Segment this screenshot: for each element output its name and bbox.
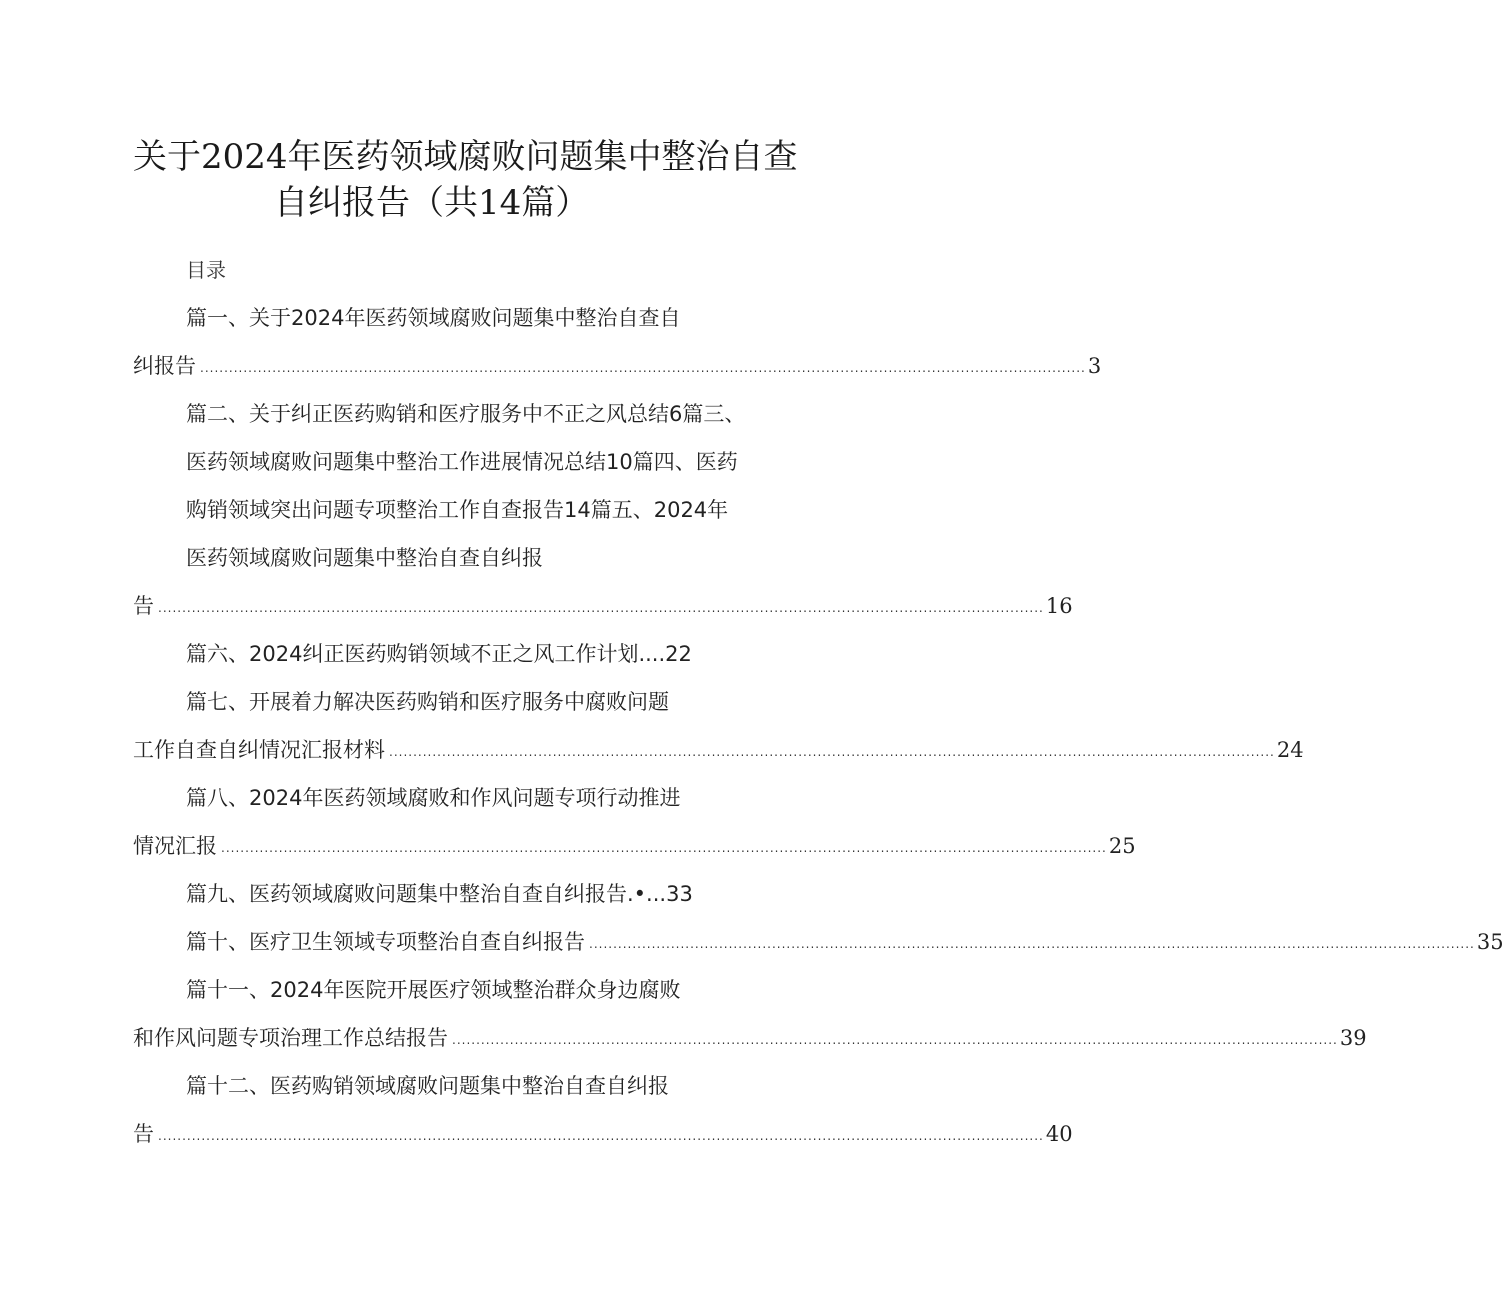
toc-entry-12-line-2[interactable] [133, 1122, 1073, 1146]
toc-entry-11-line-1[interactable]: 篇十一、2024年医院开展医疗领域整治群众身边腐败 [186, 978, 681, 1002]
toc-entry-7-text: 工作自查自纠情况汇报材料 [133, 738, 385, 762]
toc-entry-8-text: 情况汇报 [133, 834, 217, 858]
toc-entry-6-line[interactable]: 篇六、2024纠正医药购销领域不正之风工作计划....22 [186, 642, 692, 666]
leader-dots: ........................................................................................................................................................................................ [221, 841, 1107, 855]
toc-entry-11-line-2[interactable] [133, 1026, 1367, 1050]
toc-entry-1-page: 3 [1087, 354, 1102, 378]
toc-entry-3-line[interactable]: 医药领域腐败问题集中整治工作进展情况总结10篇四、医药 [186, 450, 738, 474]
toc-entry-1-line-1[interactable]: 篇一、关于2024年医药领域腐败问题集中整治自查自 [186, 306, 681, 330]
toc-entry-2-line[interactable]: 篇二、关于纠正医药购销和医疗服务中不正之风总结6篇三、 [186, 402, 746, 426]
toc-entry-1-text: 纠报告 [133, 354, 196, 378]
leader-dots: ........................................................................................................................................................................................ [389, 745, 1275, 759]
toc-entry-12-text: 告 [133, 1122, 154, 1146]
toc-entry-5-line-1[interactable]: 医药领域腐败问题集中整治自查自纠报 [186, 546, 543, 570]
toc-entry-8-line-1[interactable]: 篇八、2024年医药领域腐败和作风问题专项行动推进 [186, 786, 681, 810]
leader-dots: ........................................................................................................................................................................................ [200, 361, 1086, 375]
toc-entry-7-page: 24 [1276, 738, 1304, 762]
document-title-line-1: 关于2024年医药领域腐败问题集中整治自查 [133, 137, 798, 177]
leader-dots: ........................................................................................................................................................................................ [158, 601, 1044, 615]
toc-entry-5-text: 告 [133, 594, 154, 618]
toc-entry-10-page: 35 [1476, 930, 1504, 954]
document-title-line-2: 自纠报告（共14篇） [274, 183, 590, 223]
toc-entry-7-line-2[interactable] [133, 738, 1304, 762]
toc-entry-4-line[interactable]: 购销领域突出问题专项整治工作自查报告14篇五、2024年 [186, 498, 729, 522]
toc-entry-8-line-2[interactable] [133, 834, 1136, 858]
toc-entry-1-line-2[interactable] [133, 354, 1102, 378]
toc-entry-9-line[interactable]: 篇九、医药领域腐败问题集中整治自查自纠报告.•...33 [186, 882, 693, 906]
toc-entry-10-line[interactable] [186, 930, 1504, 954]
toc-entry-12-line-1[interactable]: 篇十二、医药购销领域腐败问题集中整治自查自纠报 [186, 1074, 669, 1098]
leader-dots: ........................................................................................................................................................................................ [452, 1033, 1338, 1047]
toc-entry-5-page: 16 [1045, 594, 1073, 618]
leader-dots: ........................................................................................................................................................................................ [158, 1129, 1044, 1143]
toc-entry-5-line-2[interactable] [133, 594, 1073, 618]
toc-entry-12-page: 40 [1045, 1122, 1073, 1146]
toc-entry-11-text: 和作风问题专项治理工作总结报告 [133, 1026, 448, 1050]
toc-heading: 目录 [186, 258, 226, 282]
toc-entry-7-line-1[interactable]: 篇七、开展着力解决医药购销和医疗服务中腐败问题 [186, 690, 669, 714]
toc-entry-11-page: 39 [1339, 1026, 1367, 1050]
toc-entry-8-page: 25 [1108, 834, 1136, 858]
leader-dots: ........................................................................................................................................................................................ [589, 937, 1475, 951]
toc-entry-10-text: 篇十、医疗卫生领域专项整治自查自纠报告 [186, 930, 585, 954]
